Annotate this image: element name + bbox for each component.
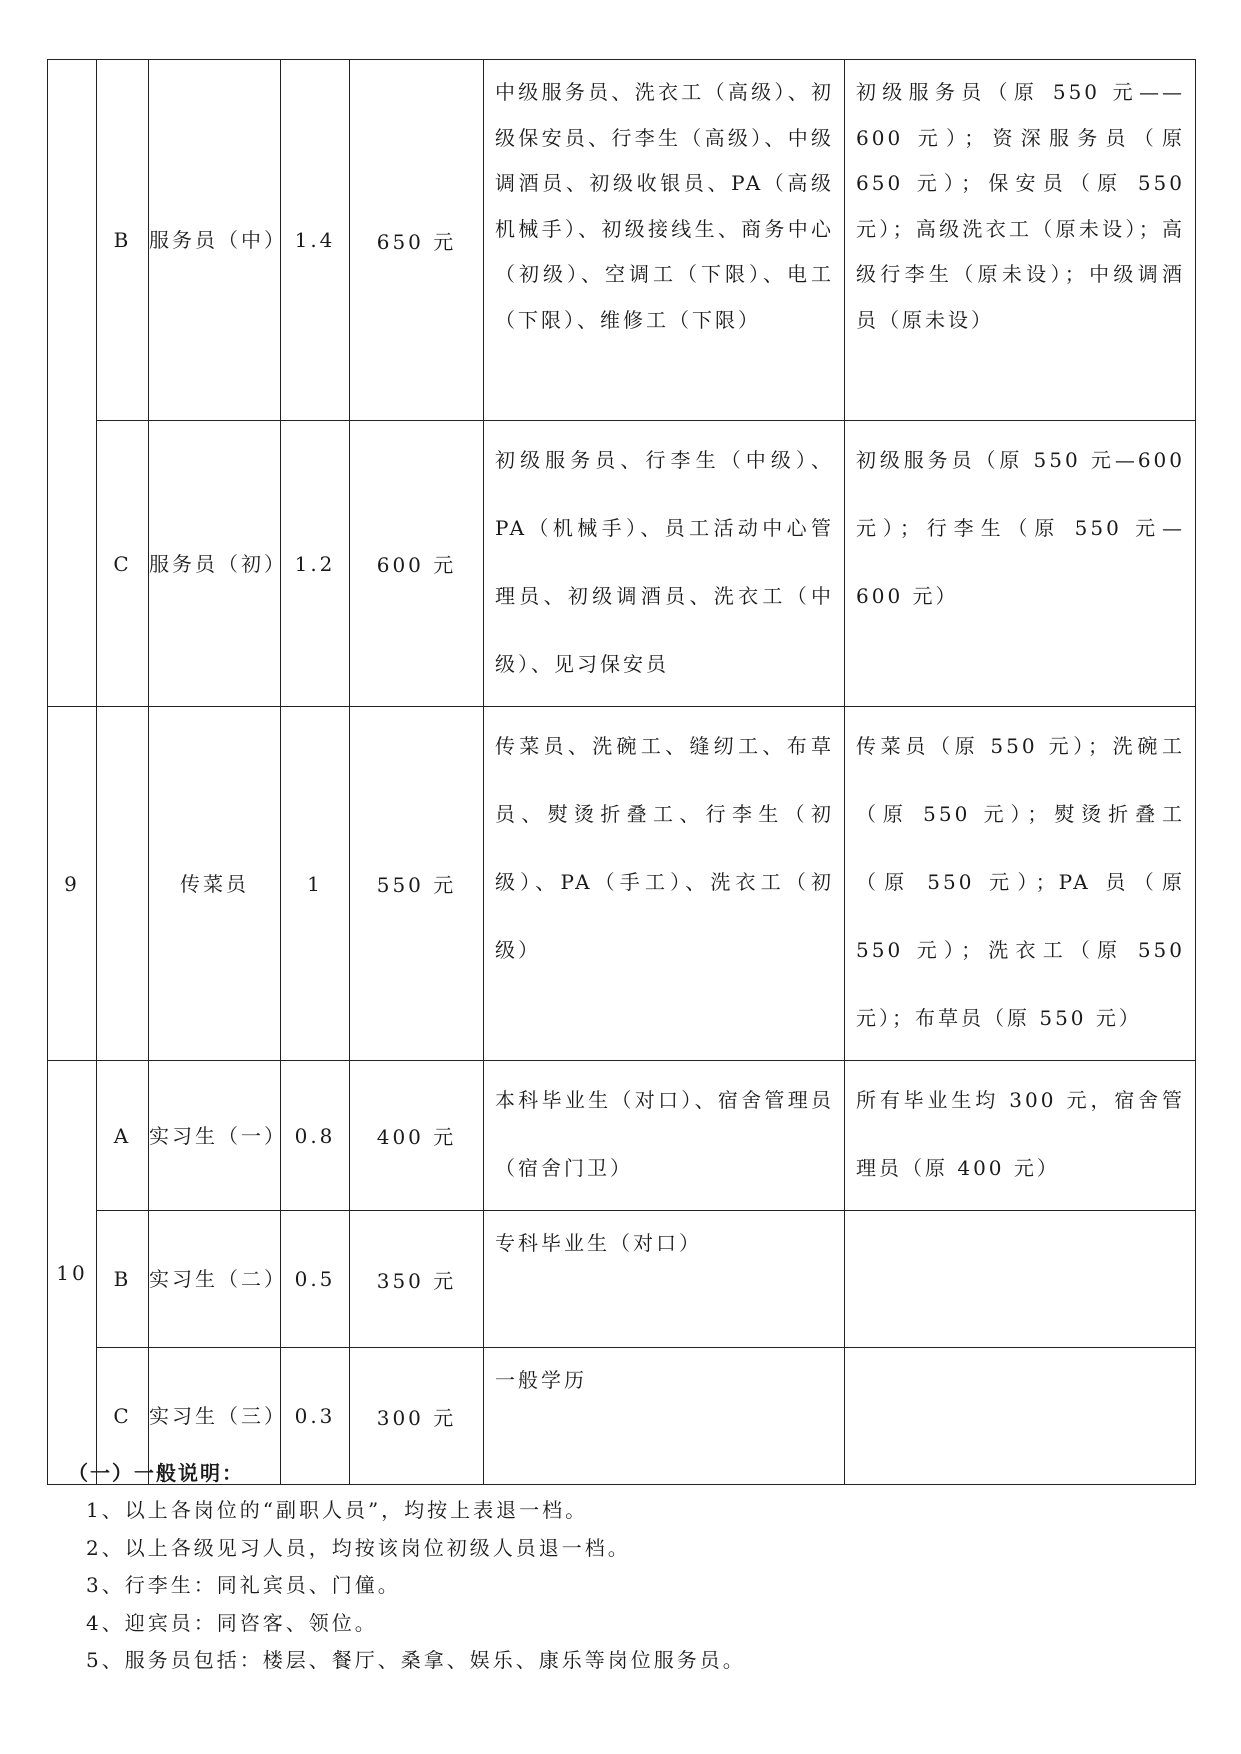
- positions: 传菜员、洗碗工、缝纫工、布草员、熨烫折叠工、行李生（初级）、PA（手工）、洗衣工（初级）: [484, 707, 845, 1061]
- coefficient: 1: [281, 707, 350, 1061]
- wage: 550 元: [350, 707, 484, 1061]
- remarks: 初级服务员（原 550 元—600 元）；行李生（原 550 元—600 元）: [845, 421, 1196, 707]
- job-title: 传菜员: [149, 707, 281, 1061]
- list-item: 2、以上各级见习人员，均按该岗位初级人员退一档。: [86, 1535, 631, 1560]
- remarks: [845, 1211, 1196, 1348]
- job-title: 服务员（中）: [149, 60, 281, 421]
- wage: 650 元: [350, 60, 484, 421]
- list-item: 1、以上各岗位的“副职人员”，均按上表退一档。: [86, 1498, 589, 1522]
- remarks: 传菜员（原 550 元）；洗碗工（原 550 元）；熨烫折叠工（原 550 元）；PA 员（原 550 元）；洗衣工（原 550 元）；布草员（原 550 元）: [845, 707, 1196, 1061]
- job-title: 实习生（三）: [149, 1348, 281, 1485]
- coefficient: 0.8: [281, 1061, 350, 1211]
- list-item: 5、服务员包括：楼层、餐厅、桑拿、娱乐、康乐等岗位服务员。: [86, 1648, 746, 1672]
- positions: 专科毕业生（对口）: [484, 1211, 845, 1348]
- list-item: 3、行李生：同礼宾员、门僮。: [86, 1573, 401, 1597]
- grade-number: 9: [48, 707, 97, 1061]
- table-row: [48, 1061, 1196, 1211]
- grade-letter: [97, 707, 149, 1061]
- job-title: 实习生（一）: [149, 1061, 281, 1211]
- coefficient: 1.2: [281, 421, 350, 707]
- positions: 一般学历: [484, 1348, 845, 1485]
- grade-number-cell: [48, 60, 97, 707]
- wage: 600 元: [350, 421, 484, 707]
- grade-letter: A: [97, 1061, 149, 1211]
- grade-letter: B: [97, 1211, 149, 1348]
- remarks: 初级服务员（原 550 元——600 元）；资深服务员（原 650 元）；保安员（原 550 元）；高级洗衣工（原未设）；高级行李生（原未设）；中级调酒员（原未设）: [845, 60, 1196, 421]
- grade-letter: C: [97, 1348, 149, 1485]
- grade-letter: B: [97, 60, 149, 421]
- salary-grade-table: [47, 59, 1196, 1485]
- job-title: 服务员（初）: [149, 421, 281, 707]
- grade-letter: C: [97, 421, 149, 707]
- coefficient: 0.3: [281, 1348, 350, 1485]
- grade-number: 10: [48, 1061, 97, 1485]
- table-row: [48, 707, 1196, 1061]
- job-title: 实习生（二）: [149, 1211, 281, 1348]
- table-row: [48, 421, 1196, 707]
- table-row: [48, 60, 1196, 421]
- general-notes: [56, 1457, 746, 1680]
- coefficient: 1.4: [281, 60, 350, 421]
- positions: 初级服务员、行李生（中级）、PA（机械手）、员工活动中心管理员、初级调酒员、洗衣工（中级）、见习保安员: [484, 421, 845, 707]
- positions: 本科毕业生（对口）、宿舍管理员（宿舍门卫）: [484, 1061, 845, 1211]
- table-row: [48, 1211, 1196, 1348]
- remarks: [845, 1348, 1196, 1485]
- wage: 400 元: [350, 1061, 484, 1211]
- general-notes-heading: （一）一般说明：: [68, 1461, 244, 1485]
- general-notes-list: [56, 1492, 746, 1680]
- wage: 300 元: [350, 1348, 484, 1485]
- coefficient: 0.5: [281, 1211, 350, 1348]
- positions: 中级服务员、洗衣工（高级）、初级保安员、行李生（高级）、中级调酒员、初级收银员、PA（高级机械手）、初级接线生、商务中心（初级）、空调工（下限）、电工（下限）、维修工（下限）: [484, 60, 845, 421]
- wage: 350 元: [350, 1211, 484, 1348]
- list-item: 4、迎宾员：同咨客、领位。: [86, 1610, 378, 1635]
- remarks: 所有毕业生均 300 元，宿舍管理员（原 400 元）: [845, 1061, 1196, 1211]
